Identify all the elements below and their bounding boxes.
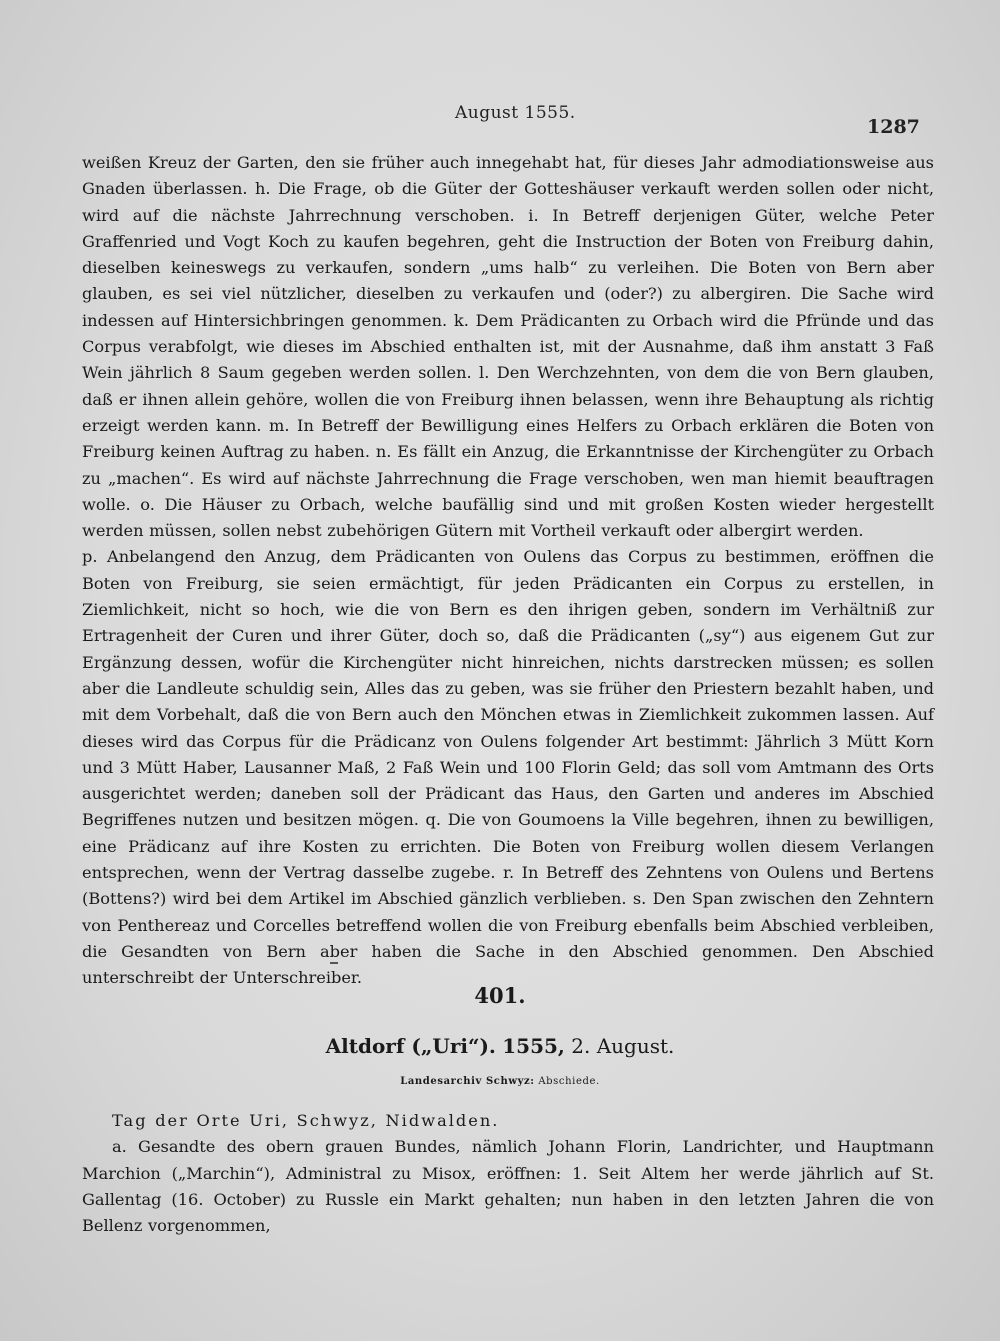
paragraph-p-s: p. Anbelangend den Anzug, dem Prädicanten von Oulens das Corpus zu bestimmen, eröffnen die Boten von Freiburg, sie seien ermächtigt, für jeden Prädicanten ein Corpus zu erstellen, in Ziemlichkeit, nicht so hoch, wie die von Bern es den ihrigen geben, sondern im Verhältniß zur Ertragenheit der Curen und ihrer Güter, doch so, daß die Prädicanten („sy“) aus eigenem Gut zur Ergänzung dessen, wofür die Kirchengüter nicht hinreichen, nichts darstrecken müssen; es sollen aber die Landleute schuldig sein, Alles das zu geben, was sie früher den Priestern bezahlt haben, und mit dem Vorbehalt, daß die von Bern auch den Mönchen etwas in Ziemlichkeit zukommen lassen. Auf dieses wird das Corpus für die Prädicanz von Oulens folgender Art bestimmt: Jährlich 3 Mütt Korn und 3 Mütt Haber, Lausanner Maß, 2 Faß Wein und 100 Florin Geld; das soll vom Amtmann des Orts ausgerichtet werden; daneben soll der Prädicant das Haus, den Garten und anderes im Abschied Begriffenes nutzen und besitzen mögen. q. Die von Goumoens la Ville begehren, ihnen zu bewilligen, eine Prädicanz auf ihre Kosten zu errichten. Die Boten von Freiburg wollen diesem Verlangen entsprechen, wenn der Vertrag dasselbe zugebe. r. In Betreff des Zehntens von Oulens und Bertens (Bottens?) wird bei dem Artikel im Abschied gänzlich verblieben. s. Den Span zwischen den Zehntern von Penthereaz und Corcelles betreffend wollen die von Freiburg ebenfalls beim Abschied verbleiben, die Gesandten von Bern aber haben die Sache in den Abschied genommen. Den Abschied unterschreibt der Unterschreiber. xyxy=(82,547,934,988)
title-place: Altdorf („Uri“). xyxy=(325,1034,496,1058)
archive-collection: Abschiede. xyxy=(538,1076,600,1087)
document-title xyxy=(0,1034,1000,1058)
body-text-continued xyxy=(82,150,934,992)
title-year: 1555, xyxy=(502,1034,565,1058)
body-text-new-document xyxy=(82,1108,934,1239)
paragraph-h-o: weißen Kreuz der Garten, den sie früher auch innegehabt hat, für dieses Jahr admodiationsweise aus Gnaden überlassen. h. Die Frage, ob die Güter der Gotteshäuser verkauft werden sollen oder nicht, wird auf die nächste Jahrrechnung verschoben. i. In Betreff derjenigen Güter, welche Peter Graffenried und Vogt Koch zu kaufen begehren, geht die Instruction der Boten von Freiburg dahin, dieselben keineswegs zu verkaufen, sondern „ums halb“ zu verleihen. Die Boten von Bern aber glauben, es sei viel nützlicher, dieselben zu verkaufen und (oder?) zu albergiren. Die Sache wird indessen auf Hintersichbringen genommen. k. Dem Prädicanten zu Orbach wird die Pfründe und das Corpus verabfolgt, wie dieses im Abschied enthalten ist, mit der Ausnahme, daß ihm anstatt 3 Faß Wein jährlich 8 Saum gegeben werden sollen. l. Den Werchzehnten, von dem die von Bern glauben, daß er ihnen allein gehöre, wollen die von Freiburg ihnen belassen, wenn ihre Behauptung als richtig erzeigt werden kann. m. In Betreff der Bewilligung eines Helfers zu Orbach erklären die Boten von Freiburg keinen Auftrag zu haben. n. Es fällt ein Anzug, die Erkanntnisse der Kirchengüter zu Orbach zu „machen“. Es wird auf nächste Jahrrechnung die Frage verschoben, wen man hiemit beauftragen wolle. o. Die Häuser zu Orbach, welche baufällig sind und mit großen Kosten wieder hergestellt werden müssen, sollen nebst zubehörigen Gütern mit Vortheil verkauft oder albergirt werden. xyxy=(82,153,934,541)
archive-location: Landesarchiv Schwyz: xyxy=(400,1076,535,1087)
section-separator xyxy=(330,962,338,964)
assembly-line: Tag der Orte Uri, Schwyz, Nidwalden. xyxy=(112,1111,500,1130)
title-date: 2. August. xyxy=(571,1034,675,1058)
running-head: August 1555. xyxy=(455,103,576,123)
document-number: 401. xyxy=(474,983,526,1008)
paragraph-a: a. Gesandte des obern grauen Bundes, nämlich Johann Florin, Landrichter, und Hauptmann Marchion („Marchin“), Administral zu Misox, eröffnen: 1. Seit Altem her werde jährlich auf St. Gallentag (16. October) zu Russle ein Markt gehalten; nun haben in den letzten Jahren die von Bellenz vorgenommen, xyxy=(82,1137,934,1236)
page-number: 1287 xyxy=(867,116,920,138)
archive-source xyxy=(0,1076,1000,1087)
